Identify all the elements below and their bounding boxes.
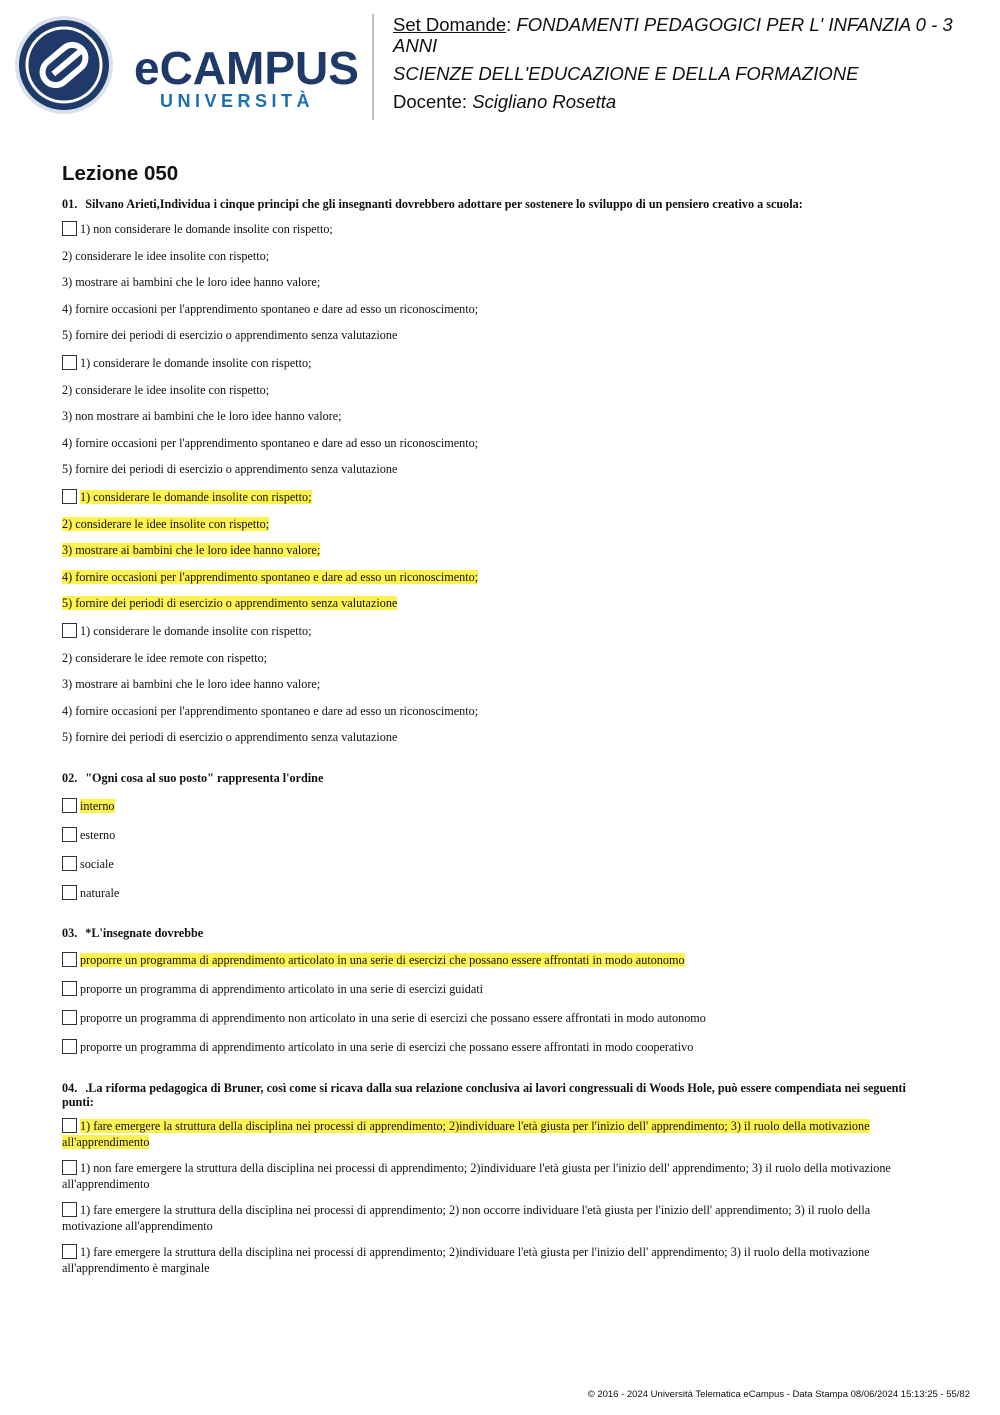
option-line-highlighted: 1) considerare le domande insolite con rispetto;	[80, 489, 312, 504]
question-text: *L'insegnate dovrebbe	[85, 926, 204, 941]
question-text: "Ogni cosa al suo posto" rappresenta l'ordine	[85, 771, 324, 786]
option-text: naturale	[80, 886, 120, 901]
ecampus-logo	[14, 14, 359, 116]
option-line: 4) fornire occasioni per l'apprendimento spontaneo e dare ad esso un riconoscimento;	[62, 703, 479, 718]
question-number: 04.	[62, 1081, 78, 1096]
option-line-highlighted: 5) fornire dei periodi di esercizio o apprendimento senza valutazione	[62, 596, 398, 611]
answer-option[interactable]	[62, 827, 922, 842]
option-line: 2) considerare le idee insolite con rispetto;	[62, 248, 270, 263]
question-01	[62, 197, 922, 744]
answer-checkbox[interactable]	[62, 1118, 77, 1133]
answer-option[interactable]	[62, 981, 922, 996]
question-number: 03.	[62, 926, 78, 941]
set-label: Set Domande	[393, 14, 507, 35]
teacher-label: Docente:	[393, 91, 468, 112]
option-line: 2) considerare le idee remote con rispetto;	[62, 650, 268, 665]
set-domande-line: Set Domande: FONDAMENTI PEDAGOGICI PER L' INFANZIA 0 - 3 ANNI	[393, 14, 953, 56]
answer-checkbox[interactable]	[62, 827, 77, 842]
answer-checkbox[interactable]	[62, 856, 77, 871]
question-header	[62, 197, 922, 211]
header-info	[393, 14, 983, 112]
ecampus-logo-graphic	[14, 14, 359, 116]
teacher-line	[393, 91, 983, 112]
answer-option-correct[interactable]	[62, 489, 922, 610]
answer-checkbox[interactable]	[62, 981, 77, 996]
answer-option[interactable]	[62, 221, 922, 342]
option-line: 3) mostrare ai bambini che le loro idee hanno valore;	[62, 677, 321, 692]
course-name: SCIENZE DELL'EDUCAZIONE E DELLA FORMAZIONE	[393, 63, 859, 84]
answer-option-correct[interactable]	[62, 952, 922, 967]
option-line-highlighted: 4) fornire occasioni per l'apprendimento spontaneo e dare ad esso un riconoscimento;	[62, 569, 479, 584]
answer-checkbox[interactable]	[62, 1160, 77, 1175]
option-line: 5) fornire dei periodi di esercizio o apprendimento senza valutazione	[62, 462, 398, 477]
answer-option[interactable]	[62, 885, 922, 900]
question-text: Silvano Arieti,Individua i cinque principi che gli insegnanti dovrebbero adottare per sostenere lo sviluppo di un pensiero creativo a scuola:	[85, 197, 803, 211]
answer-checkbox[interactable]	[62, 489, 77, 504]
answer-option[interactable]	[62, 1202, 922, 1234]
option-line: 1) non considerare le domande insolite con rispetto;	[80, 222, 333, 236]
logo-wordmark: eCAMPUS	[134, 42, 359, 94]
question-04	[62, 1081, 922, 1276]
question-text: .La riforma pedagogica di Bruner, così come si ricava dalla sua relazione conclusiva ai lavori congressuali di Woods Hole, può essere compendiata nei seguenti punti:	[62, 1081, 906, 1110]
question-number: 01.	[62, 197, 78, 211]
answer-option[interactable]	[62, 1244, 922, 1276]
answer-checkbox[interactable]	[62, 221, 77, 236]
option-line: 3) mostrare ai bambini che le loro idee hanno valore;	[62, 275, 321, 290]
option-text: 1) fare emergere la struttura della disciplina nei processi di apprendimento; 2)individuare l'età giusta per l'inizio dell' apprendimento; 3) il ruolo della motivazione all'apprendimento è marginale	[62, 1245, 870, 1276]
answer-checkbox[interactable]	[62, 355, 77, 370]
answer-option[interactable]	[62, 1039, 922, 1054]
option-text: 1) fare emergere la struttura della disciplina nei processi di apprendimento; 2) non occorre individuare l'età giusta per l'inizio dell' apprendimento; 3) il ruolo della motivazione all'apprendimento	[62, 1203, 871, 1234]
option-line: 4) fornire occasioni per l'apprendimento spontaneo e dare ad esso un riconoscimento;	[62, 301, 479, 316]
question-03	[62, 926, 922, 1054]
option-line: 4) fornire occasioni per l'apprendimento spontaneo e dare ad esso un riconoscimento;	[62, 435, 479, 450]
option-text: proporre un programma di apprendimento non articolato in una serie di esercizi che possano essere affrontati in modo autonomo	[80, 1011, 706, 1026]
teacher-name: Scigliano Rosetta	[472, 91, 617, 112]
answer-option-correct[interactable]	[62, 1118, 922, 1150]
option-line: 3) non mostrare ai bambini che le loro idee hanno valore;	[62, 409, 342, 424]
answer-option[interactable]	[62, 355, 922, 476]
option-line-highlighted: 3) mostrare ai bambini che le loro idee hanno valore;	[62, 543, 321, 558]
answer-checkbox[interactable]	[62, 885, 77, 900]
option-line: 5) fornire dei periodi di esercizio o apprendimento senza valutazione	[62, 730, 398, 745]
questions-container	[62, 197, 922, 1296]
option-text: proporre un programma di apprendimento articolato in una serie di esercizi che possano essere affrontati in modo autonomo	[80, 953, 685, 968]
answer-option[interactable]	[62, 856, 922, 871]
set-value: FONDAMENTI PEDAGOGICI PER L' INFANZIA 0 - 3 ANNI	[393, 14, 953, 56]
option-text: esterno	[80, 828, 116, 843]
option-line: 5) fornire dei periodi di esercizio o apprendimento senza valutazione	[62, 328, 398, 343]
answer-checkbox[interactable]	[62, 1039, 77, 1054]
answer-checkbox[interactable]	[62, 1010, 77, 1025]
answer-option[interactable]	[62, 1010, 922, 1025]
header-divider	[372, 14, 374, 120]
option-line: 1) considerare le domande insolite con rispetto;	[80, 623, 312, 638]
answer-checkbox[interactable]	[62, 952, 77, 967]
option-line-highlighted: 2) considerare le idee insolite con rispetto;	[62, 516, 270, 531]
answer-option[interactable]	[62, 1160, 922, 1192]
logo-subtitle: UNIVERSITÀ	[160, 91, 315, 111]
option-text: proporre un programma di apprendimento articolato in una serie di esercizi guidati	[80, 982, 484, 997]
answer-checkbox[interactable]	[62, 1202, 77, 1217]
option-text: 1) non fare emergere la struttura della disciplina nei processi di apprendimento; 2)individuare l'età giusta per l'inizio dell' apprendimento; 3) il ruolo della motivazione all'apprendimento	[62, 1161, 891, 1192]
answer-checkbox[interactable]	[62, 623, 77, 638]
question-header	[62, 926, 922, 940]
option-line: 2) considerare le idee insolite con rispetto;	[62, 382, 270, 397]
question-02	[62, 771, 922, 900]
question-header	[62, 771, 922, 785]
option-text: proporre un programma di apprendimento articolato in una serie di esercizi che possano essere affrontati in modo cooperativo	[80, 1040, 694, 1055]
answer-checkbox[interactable]	[62, 1244, 77, 1259]
option-line: 1) considerare le domande insolite con rispetto;	[80, 355, 312, 370]
answer-checkbox[interactable]	[62, 798, 77, 813]
question-header	[62, 1081, 922, 1109]
answer-option-correct[interactable]	[62, 798, 922, 813]
lesson-title: Lezione 050	[62, 162, 179, 185]
option-text: 1) fare emergere la struttura della disciplina nei processi di apprendimento; 2)individuare l'età giusta per l'inizio dell' apprendimento; 3) il ruolo della motivazione all'apprendimento	[62, 1119, 870, 1150]
option-text: sociale	[80, 857, 114, 872]
page-footer: © 2016 - 2024 Università Telematica eCampus - Data Stampa 08/06/2024 15:13:25 - 55/82	[587, 1389, 970, 1400]
question-number: 02.	[62, 771, 78, 786]
answer-option[interactable]	[62, 623, 922, 744]
option-text: interno	[80, 799, 115, 814]
